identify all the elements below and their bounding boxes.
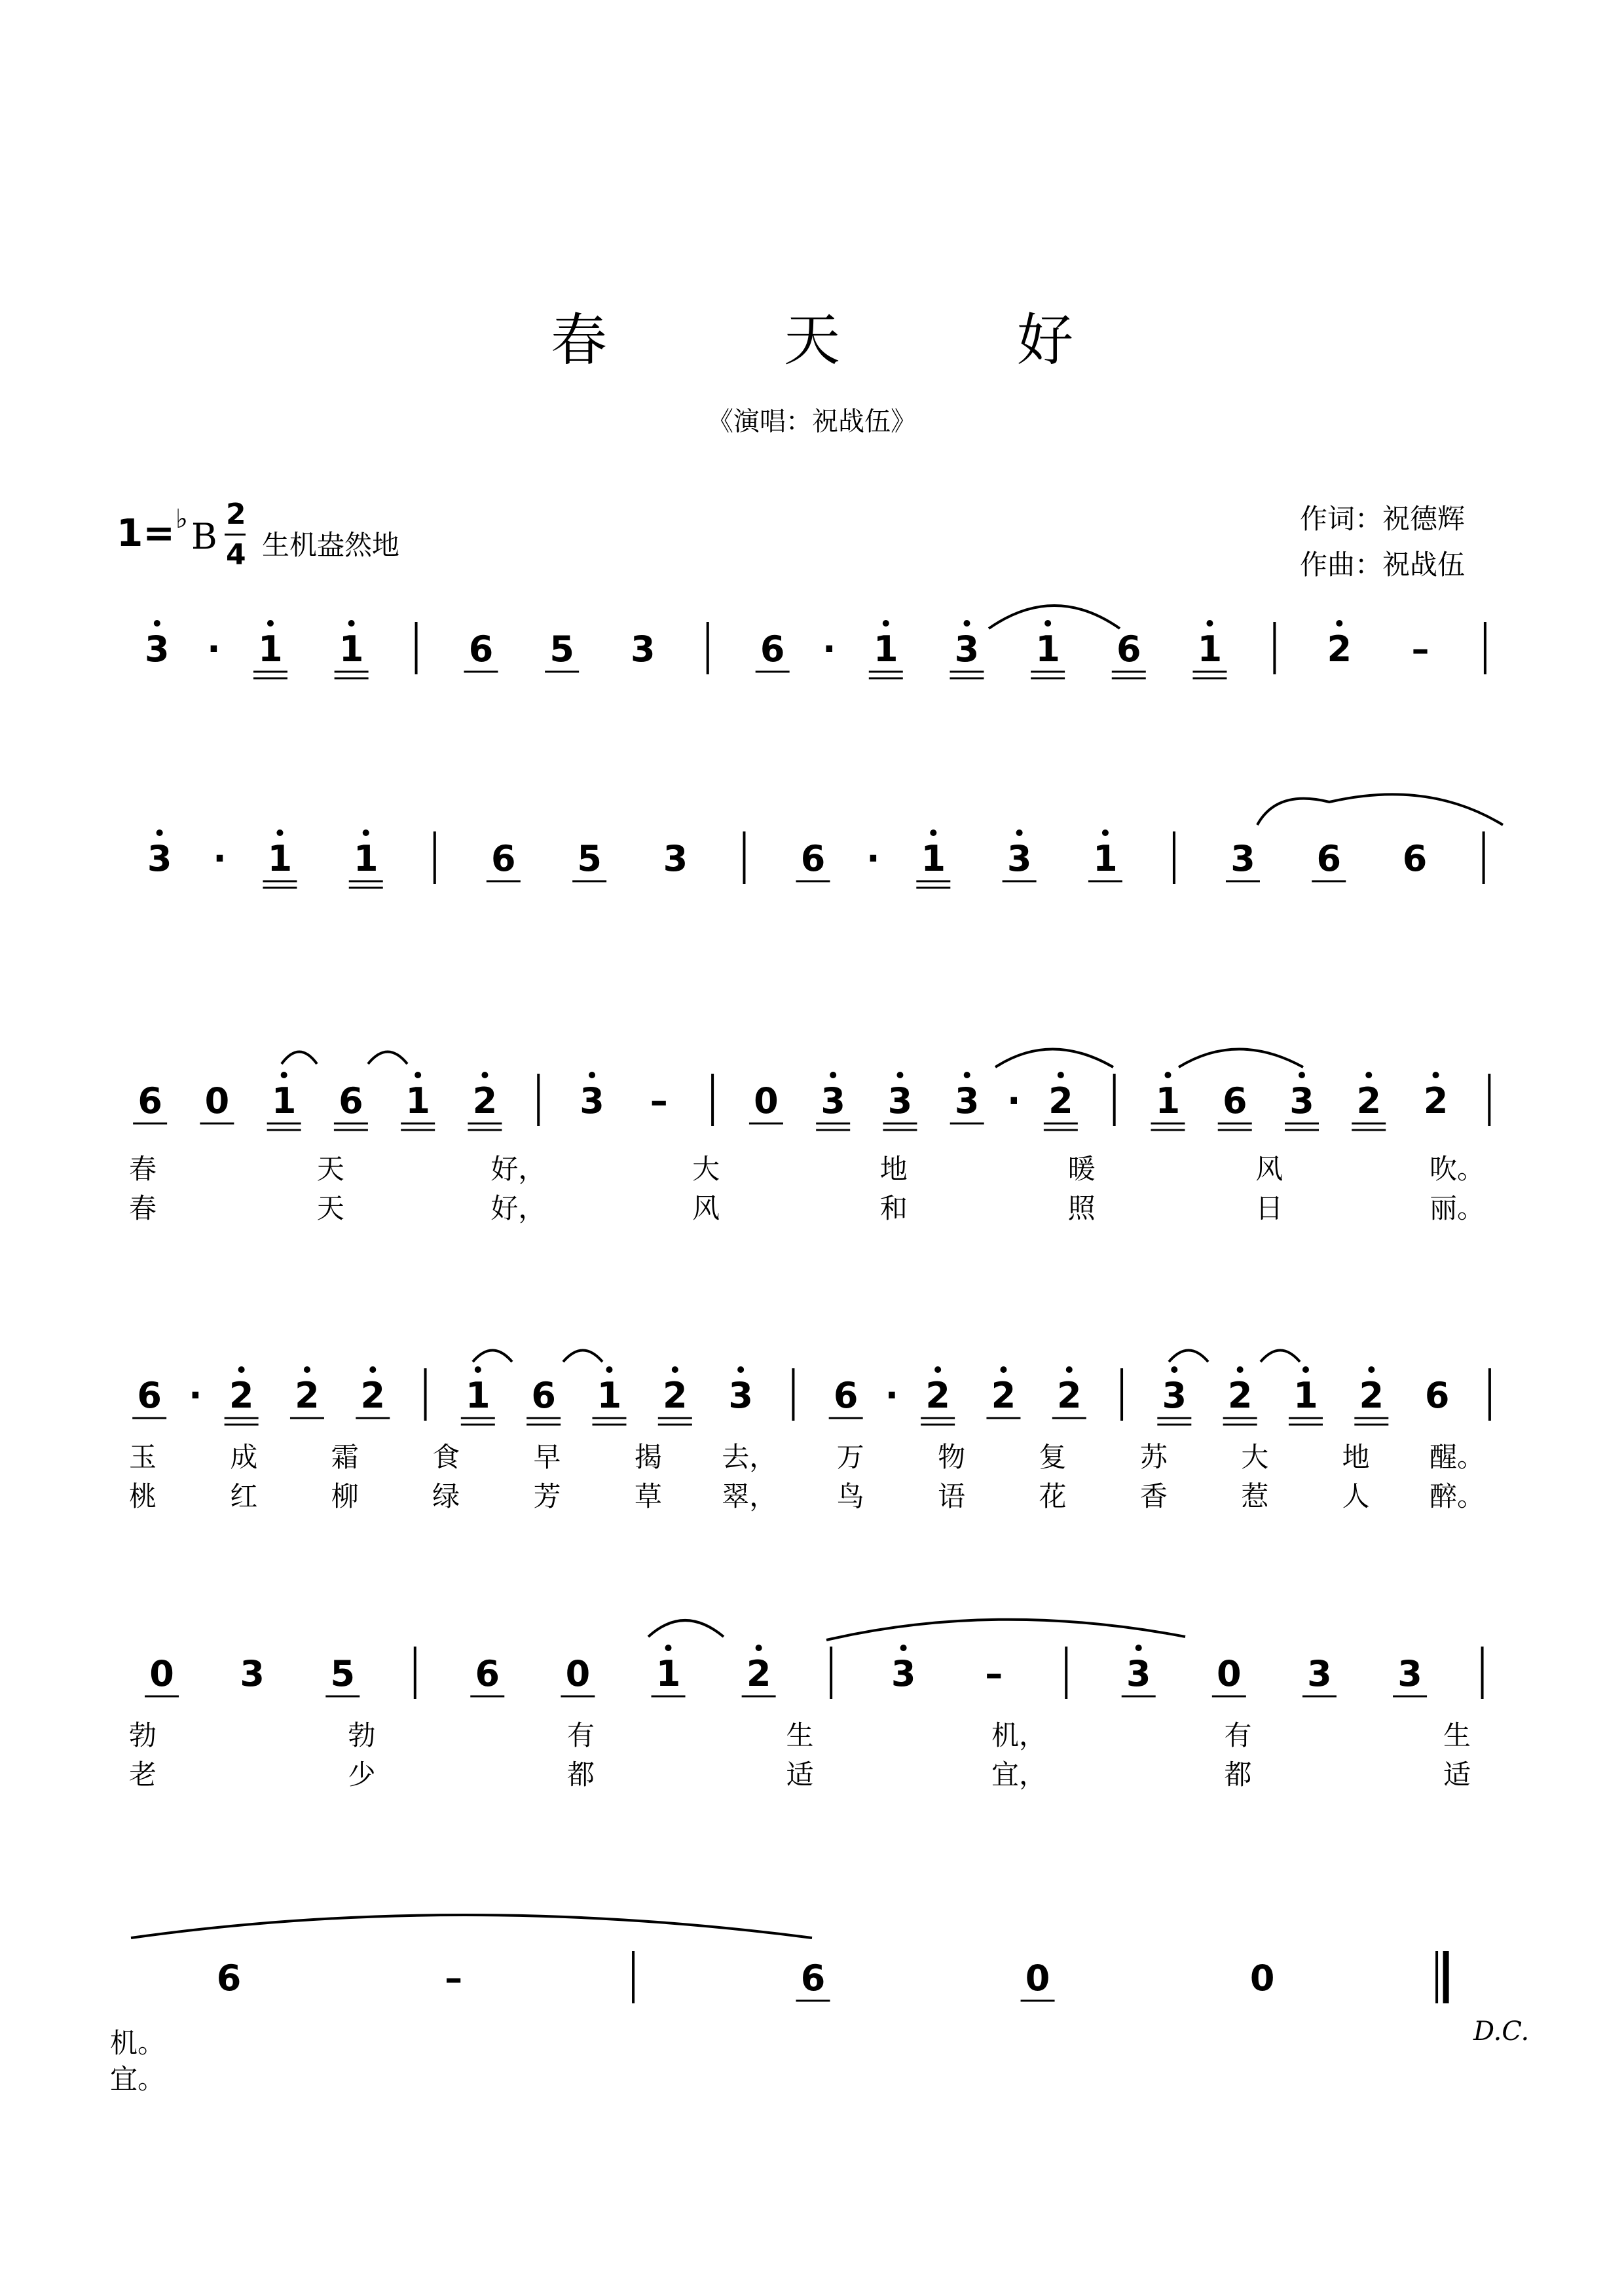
note: 3: [1126, 1653, 1151, 1694]
octave-dot: [1171, 1366, 1177, 1373]
note: 6: [800, 1958, 826, 1999]
note: 1: [874, 629, 898, 670]
note: 5: [577, 838, 602, 879]
note: 0: [1249, 1958, 1275, 1999]
lyric-char: 天: [316, 1153, 344, 1185]
lyric-char: 都: [1224, 1758, 1252, 1791]
slur: [989, 606, 1120, 629]
octave-dot: [1000, 1366, 1006, 1373]
note: 0: [149, 1653, 174, 1694]
lyric-char: 宜。: [109, 2063, 166, 2095]
note: 6: [468, 629, 494, 670]
slur: [368, 1052, 407, 1065]
note: 1: [353, 838, 378, 879]
note: 2: [746, 1653, 771, 1694]
note: 6: [339, 1080, 363, 1121]
note: 6: [475, 1653, 500, 1694]
note: 6: [1316, 838, 1342, 879]
dash: –: [445, 1958, 463, 1999]
octave-dot: [737, 1366, 744, 1373]
lyric-char: 大: [692, 1153, 720, 1185]
note: 6: [531, 1375, 556, 1416]
note: 5: [330, 1653, 356, 1694]
lyric-char: 语: [938, 1480, 966, 1512]
note: 3: [1006, 838, 1032, 879]
lyric-char: 成: [230, 1441, 258, 1473]
octave-dot: [1102, 829, 1109, 836]
note: 3: [821, 1080, 845, 1121]
note: 3: [1162, 1375, 1187, 1416]
octave-dot: [1058, 1072, 1064, 1078]
octave-dot: [964, 1072, 970, 1078]
note: 1: [1197, 629, 1223, 670]
lyric-char: 大: [1241, 1441, 1269, 1473]
composer-credit: 作曲：祝战伍: [1300, 549, 1466, 581]
note: 3: [891, 1653, 916, 1694]
octave-dot: [606, 1366, 612, 1373]
note: 3: [580, 1080, 604, 1121]
lyric-char: 早: [533, 1441, 561, 1473]
octave-dot: [896, 1072, 903, 1078]
note: 3: [147, 838, 172, 879]
octave-dot: [1336, 620, 1342, 627]
lyric-char: 有: [566, 1719, 595, 1751]
note: 3: [954, 1080, 980, 1121]
lyric-char: 风: [1255, 1153, 1283, 1185]
octave-dot: [157, 829, 163, 836]
tempo-marking: 生机盎然地: [262, 529, 400, 561]
octave-dot: [1206, 620, 1213, 627]
note: 0: [1025, 1958, 1050, 1999]
note: 1: [339, 629, 364, 670]
lyric-char: 鸟: [836, 1480, 864, 1512]
lyric-char: 物: [938, 1441, 966, 1473]
lyric-char: 生: [786, 1719, 814, 1751]
song-title: 春 天 好: [551, 308, 1134, 373]
lyric-char: 宜，: [991, 1758, 1047, 1791]
note: 2: [925, 1375, 950, 1416]
dash: –: [985, 1653, 1003, 1694]
octave-dot: [589, 1072, 595, 1078]
octave-dot: [304, 1366, 310, 1373]
end-mark-dc: D.C.: [1473, 2016, 1530, 2047]
note: 6: [760, 629, 785, 670]
performer-line: 《演唱：祝战伍》: [707, 407, 917, 437]
octave-dot: [1302, 1366, 1309, 1373]
note: 2: [295, 1375, 320, 1416]
lyric-char: 柳: [331, 1480, 359, 1512]
lyric-char: 天: [316, 1192, 344, 1224]
lyric-char: 人: [1342, 1480, 1370, 1512]
note: 6: [833, 1375, 858, 1416]
lyric-char: 适: [786, 1758, 814, 1791]
octave-dot: [1299, 1072, 1305, 1078]
note: 2: [1356, 1080, 1382, 1121]
octave-dot: [267, 620, 274, 627]
slur: [282, 1052, 317, 1065]
note: 3: [663, 838, 688, 879]
note: 3: [954, 629, 980, 670]
note: 2: [1227, 1375, 1253, 1416]
lyric-char: 食: [432, 1441, 460, 1473]
augmentation-dot: ·: [189, 1375, 202, 1416]
lyric-char: 和: [879, 1192, 908, 1224]
lyric-char: 去，: [722, 1441, 777, 1473]
octave-dot: [963, 620, 970, 627]
slurs: [128, 606, 1503, 1938]
note: 1: [1293, 1375, 1318, 1416]
lyric-char: 桃: [128, 1480, 157, 1512]
slur: [1179, 1049, 1303, 1068]
dash: –: [1411, 629, 1430, 670]
slur: [1169, 1351, 1208, 1362]
lyric-char: 香: [1139, 1480, 1168, 1512]
lyric-char: 好，: [490, 1153, 546, 1185]
lyric-char: 复: [1039, 1441, 1067, 1473]
lyric-char: 翠，: [722, 1480, 777, 1512]
time-signature-bottom: 4: [226, 538, 246, 572]
tie: [1257, 794, 1503, 825]
lyric-char: 机。: [109, 2027, 166, 2059]
octave-dot: [934, 1366, 941, 1373]
lyric-char: 少: [348, 1758, 376, 1791]
octave-dot: [1164, 1072, 1171, 1078]
note: 3: [1397, 1653, 1422, 1694]
note: 1: [271, 1080, 297, 1121]
slur: [1261, 1351, 1300, 1362]
note: 1: [1093, 838, 1118, 879]
octave-dot: [1237, 1366, 1244, 1373]
note: 6: [137, 1375, 162, 1416]
tie: [131, 1915, 812, 1938]
slur: [995, 1049, 1113, 1068]
lyric-char: 揭: [634, 1441, 662, 1473]
octave-dot: [281, 1072, 287, 1078]
lyric-char: 暖: [1067, 1153, 1096, 1185]
note: 2: [1327, 629, 1352, 670]
octave-dot: [930, 829, 936, 836]
octave-dot: [1066, 1366, 1073, 1373]
octave-dot: [665, 1645, 672, 1651]
note: 1: [258, 629, 283, 670]
time-signature-top: 2: [226, 498, 246, 531]
octave-dot: [475, 1366, 481, 1373]
note: 6: [1222, 1080, 1247, 1121]
lyric-char: 惹: [1241, 1480, 1269, 1512]
lyric-char: 适: [1443, 1758, 1471, 1791]
octave-dot: [1016, 829, 1023, 836]
lyric-char: 勃: [128, 1719, 157, 1751]
note: 3: [1230, 838, 1255, 879]
octave-dot: [1365, 1072, 1372, 1078]
augmentation-dot: ·: [822, 629, 836, 670]
octave-dot: [369, 1366, 376, 1373]
note: 0: [1217, 1653, 1242, 1694]
lyric-char: 好，: [490, 1192, 546, 1224]
octave-dot: [415, 1072, 421, 1078]
lyric-char: 日: [1255, 1192, 1283, 1224]
lyric-char: 草: [634, 1480, 662, 1512]
note: 1: [655, 1653, 681, 1694]
augmentation-dot: ·: [885, 1375, 899, 1416]
note: 3: [145, 629, 170, 670]
key-note: B: [191, 516, 217, 557]
slur: [473, 1351, 512, 1362]
note: 1: [921, 838, 946, 879]
lyric-char: 苏: [1139, 1441, 1168, 1473]
lyric-char: 地: [879, 1153, 908, 1185]
lyric-char: 醉。: [1429, 1480, 1485, 1512]
lyric-char: 地: [1342, 1441, 1370, 1473]
note: 6: [1402, 838, 1428, 879]
note: 2: [663, 1375, 688, 1416]
lyric-char: 勃: [348, 1719, 376, 1751]
octave-dot: [238, 1366, 245, 1373]
note: 1: [466, 1375, 490, 1416]
note: 3: [887, 1080, 913, 1121]
octave-dot: [348, 620, 355, 627]
octave-dot: [481, 1072, 488, 1078]
note: 6: [138, 1080, 162, 1121]
lyric-char: 芳: [533, 1480, 561, 1512]
augmentation-dot: ·: [1007, 1080, 1021, 1121]
augmentation-dot: ·: [213, 838, 227, 879]
lyric-char: 花: [1039, 1480, 1067, 1512]
note: 6: [1424, 1375, 1450, 1416]
lyric-char: 老: [128, 1758, 157, 1791]
note: 2: [1056, 1375, 1082, 1416]
note: 6: [800, 838, 826, 879]
note: 2: [1359, 1375, 1384, 1416]
note: 6: [216, 1958, 242, 1999]
note: 1: [597, 1375, 622, 1416]
lyric-char: 有: [1224, 1719, 1252, 1751]
octave-dot: [363, 829, 369, 836]
octave-dot: [672, 1366, 678, 1373]
note: 2: [472, 1080, 498, 1121]
octave-dot: [1368, 1366, 1375, 1373]
lyric-char: 风: [692, 1192, 720, 1224]
lyric-char: 绿: [432, 1480, 460, 1512]
note: 5: [549, 629, 574, 670]
octave-dot: [883, 620, 889, 627]
note: 3: [1307, 1653, 1332, 1694]
lyric-char: 照: [1067, 1192, 1096, 1224]
octave-dot: [1433, 1072, 1439, 1078]
note: 0: [204, 1080, 230, 1121]
note: 3: [631, 629, 655, 670]
slur: [563, 1351, 602, 1362]
note: 1: [405, 1080, 430, 1121]
lyric-char: 红: [230, 1480, 258, 1512]
lyric-char: 醒。: [1429, 1441, 1485, 1473]
lyric-char: 丽。: [1429, 1192, 1485, 1224]
octave-dot: [756, 1645, 762, 1651]
key-signature-prefix: 1=: [117, 511, 175, 555]
lyric-char: 都: [566, 1758, 595, 1791]
augmentation-dot: ·: [207, 629, 221, 670]
octave-dot: [1135, 1645, 1142, 1651]
dash: –: [650, 1080, 668, 1121]
lyricist-credit: 作词：祝德辉: [1300, 503, 1466, 535]
octave-dot: [830, 1072, 836, 1078]
octave-dot: [276, 829, 283, 836]
note: 0: [754, 1080, 779, 1121]
note: 2: [1423, 1080, 1449, 1121]
lyric-char: 玉: [128, 1441, 157, 1473]
lyric-char: 春: [128, 1192, 157, 1224]
lyric-char: 春: [128, 1153, 157, 1185]
note: 6: [491, 838, 516, 879]
note: 6: [1116, 629, 1141, 670]
lyric-char: 霜: [331, 1441, 359, 1473]
note: 1: [1035, 629, 1060, 670]
tie: [826, 1620, 1185, 1640]
note: 3: [728, 1375, 753, 1416]
note: 2: [360, 1375, 386, 1416]
lyric-char: 吹。: [1429, 1153, 1485, 1185]
lyric-char: 万: [836, 1441, 864, 1473]
note: 2: [991, 1375, 1016, 1416]
lyric-char: 生: [1443, 1719, 1471, 1751]
slur: [648, 1620, 724, 1637]
octave-dot: [900, 1645, 907, 1651]
octave-dot: [1044, 620, 1051, 627]
note: 3: [240, 1653, 265, 1694]
note: 0: [565, 1653, 591, 1694]
octave-dot: [154, 620, 160, 627]
note: 3: [1289, 1080, 1314, 1121]
note: 2: [1048, 1080, 1073, 1121]
note: 1: [267, 838, 293, 879]
augmentation-dot: ·: [866, 838, 880, 879]
note: 1: [1155, 1080, 1181, 1121]
note: 2: [229, 1375, 254, 1416]
lyric-char: 机，: [991, 1719, 1047, 1751]
flat-sign: ♭: [175, 504, 188, 534]
